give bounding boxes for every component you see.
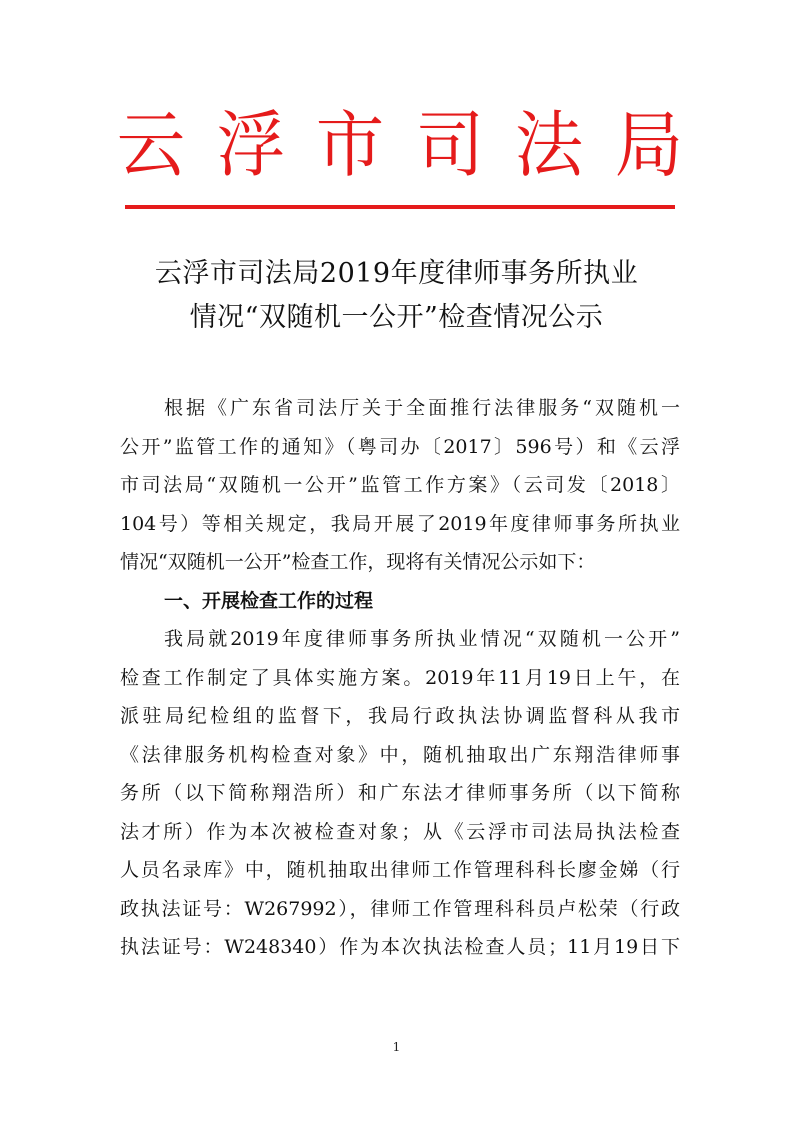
- masthead-char: 法: [515, 103, 584, 187]
- paragraph-line: 检查工作制定了具体实施方案。2019年11月19日上午，在: [120, 666, 680, 689]
- masthead-divider: [125, 205, 675, 209]
- masthead-char: 市: [315, 103, 385, 187]
- document-body: [120, 389, 680, 967]
- paragraph-line: 公开”监管工作的通知》（粤司办〔2017〕596号）和《云浮: [120, 435, 680, 458]
- paragraph-line: 104号）等相关规定，我局开展了2019年度律师事务所执业: [120, 512, 680, 535]
- title-line-1: 云浮市司法局2019年度律师事务所执业: [154, 258, 639, 289]
- masthead-char: 浮: [216, 103, 285, 187]
- paragraph-line: 法才所）作为本次被检查对象；从《云浮市司法局执法检查: [120, 820, 680, 843]
- paragraph-line: 人员名录库》中，随机抽取出律师工作管理科科长廖金娣（行: [120, 859, 680, 881]
- masthead-char: 云: [116, 103, 186, 187]
- document-title: [100, 252, 693, 340]
- paragraph-line: 我局就2019年度律师事务所执业情况“双随机一公开”: [164, 628, 680, 650]
- masthead-char: 司: [415, 103, 484, 187]
- paragraph-line: 派驻局纪检组的监督下，我局行政执法协调监督科从我市: [120, 705, 680, 727]
- paragraph-line: 情况“双随机一公开”检查工作，现将有关情况公示如下：: [120, 551, 596, 573]
- title-line-2: 情况“双随机一公开”检查情况公示: [189, 302, 604, 333]
- section-heading: 一、开展检查工作的过程: [164, 589, 374, 612]
- paragraph-line: 市司法局“双随机一公开”监管工作方案》（云司发〔2018〕: [120, 474, 680, 496]
- masthead-char: 局: [614, 103, 684, 187]
- paragraph-line: 务所（以下简称翔浩所）和广东法才律师事务所（以下简称: [120, 782, 680, 804]
- paragraph-line: 执法证号：W248340）作为本次执法检查人员；11月19日下: [120, 936, 680, 958]
- paragraph-line: 《法律服务机构检查对象》中，随机抽取出广东翔浩律师事: [120, 743, 680, 766]
- masthead-title: [115, 95, 685, 195]
- page-number: 1: [392, 1040, 401, 1054]
- paragraph-line: 根据《广东省司法厅关于全面推行法律服务“双随机一: [164, 397, 680, 419]
- paragraph-line: 政执法证号：W267992），律师工作管理科科员卢松荣（行政: [120, 897, 680, 920]
